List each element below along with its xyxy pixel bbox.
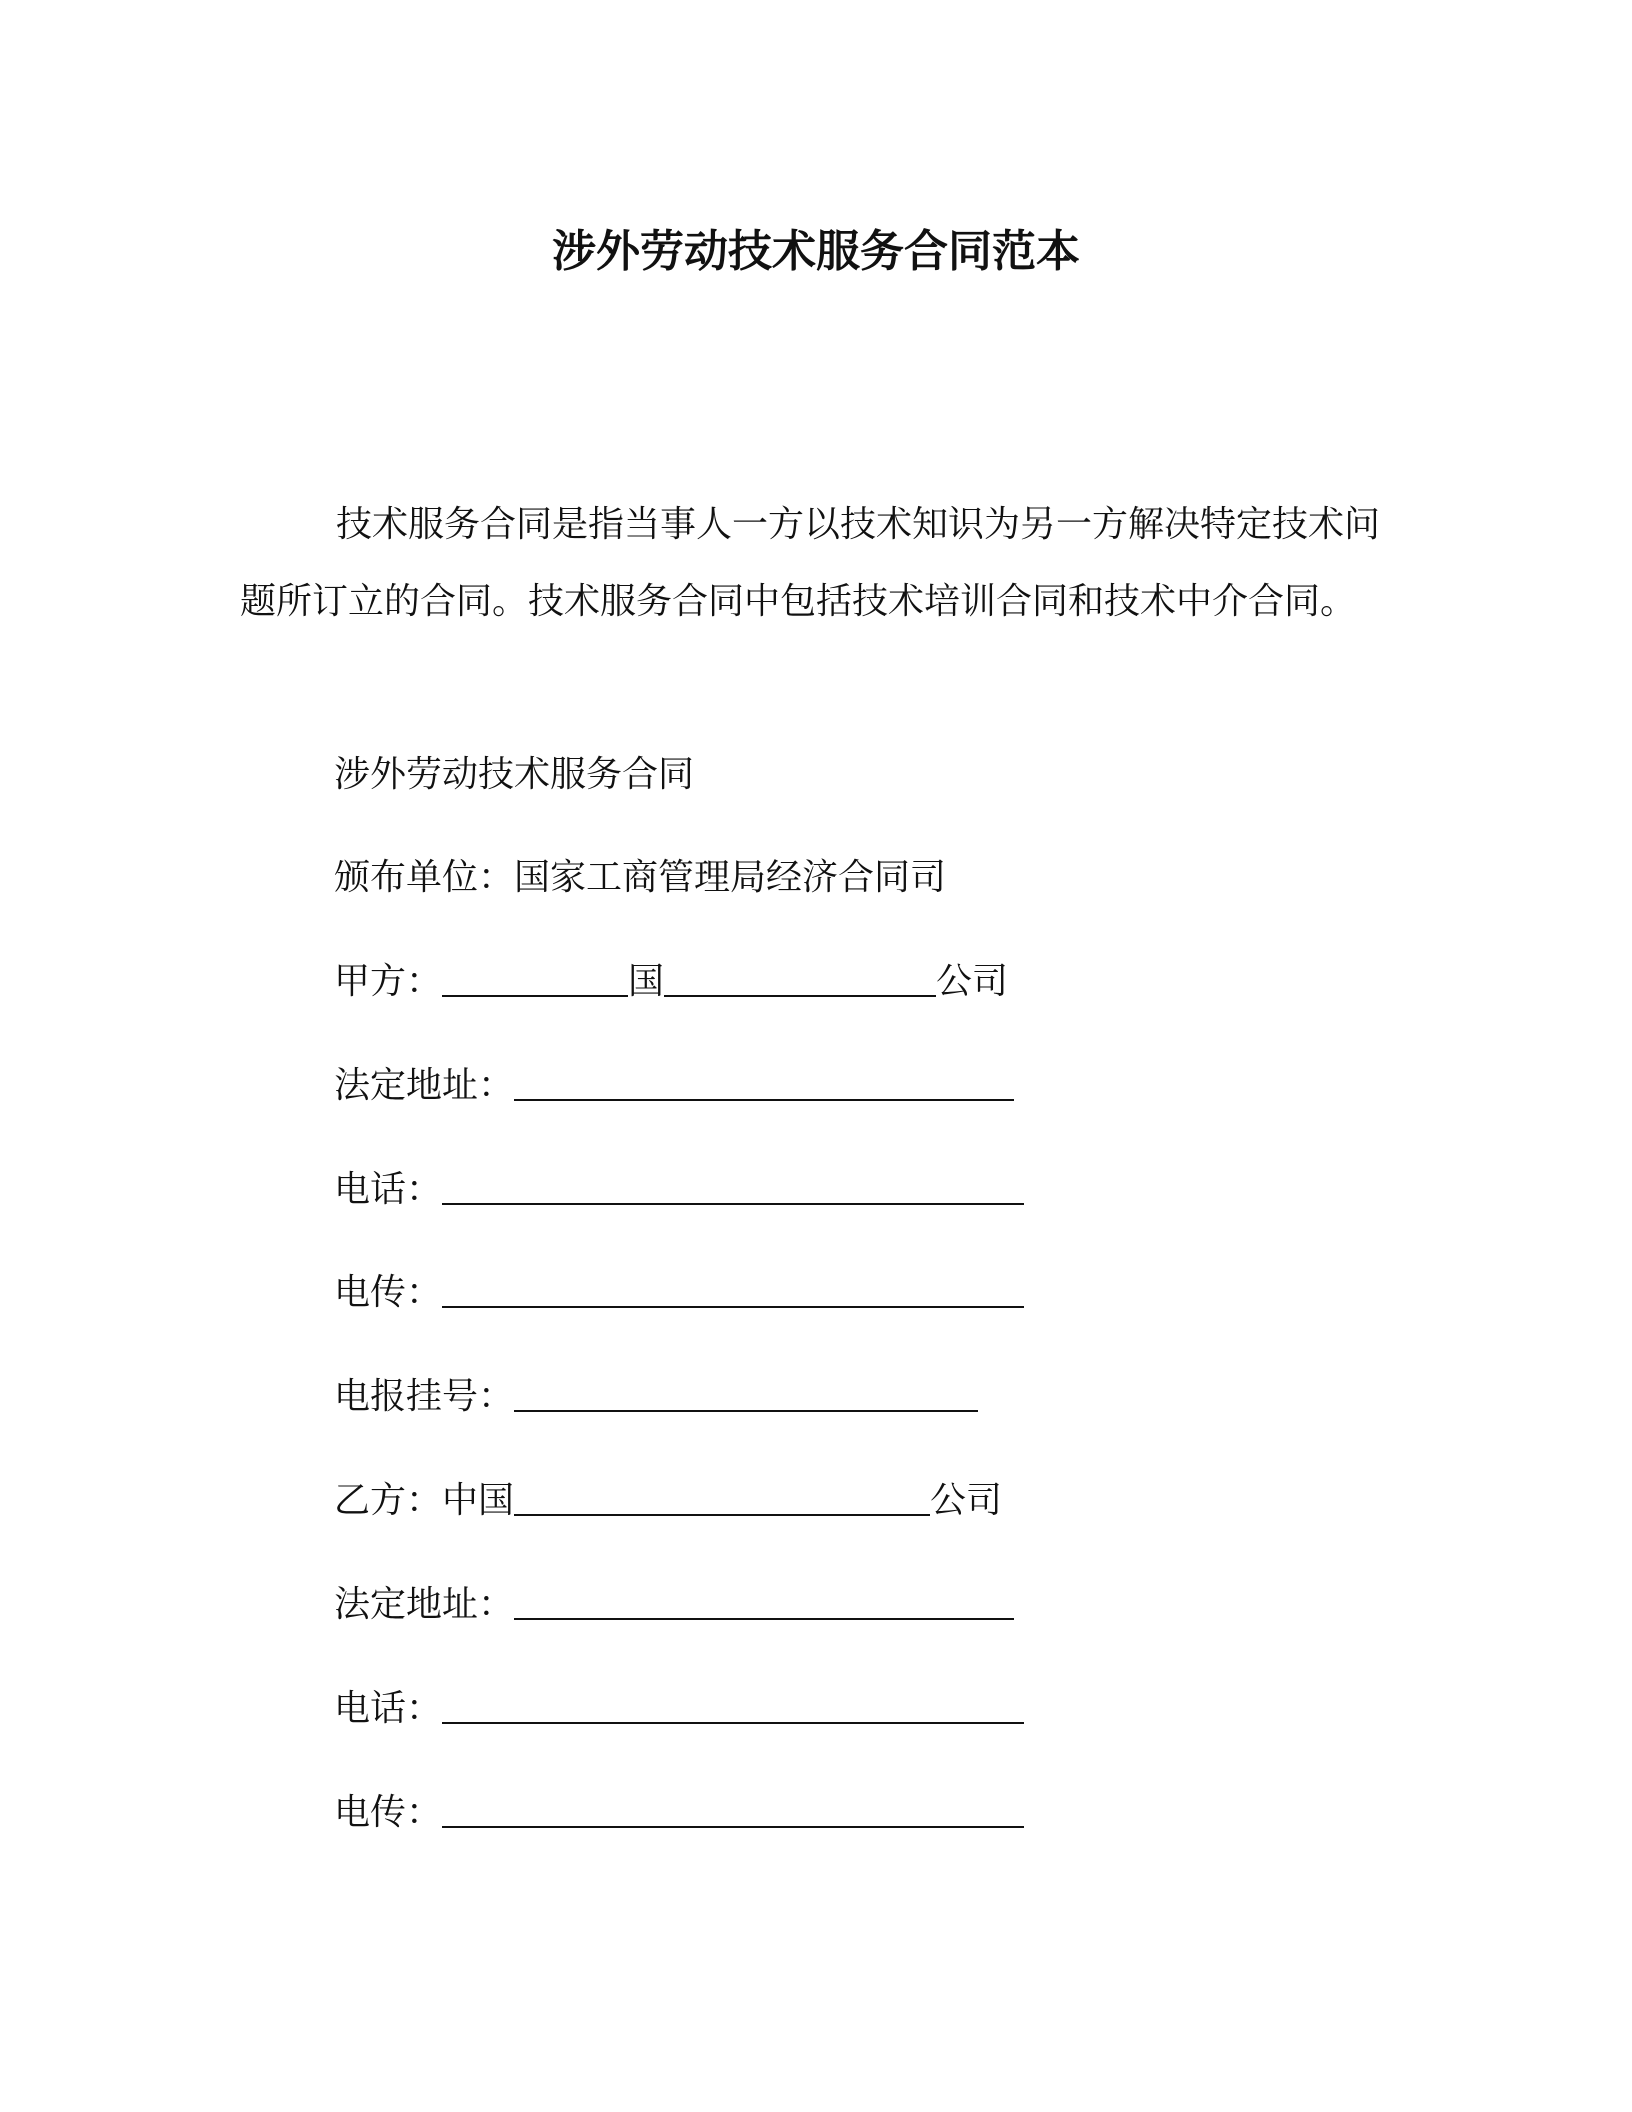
party-a-cable-label: 电报挂号： <box>334 1376 515 1417</box>
party-b-address-label: 法定地址： <box>334 1584 515 1625</box>
party-b-fax-line <box>334 1788 1024 1838</box>
party-b-address-blank[interactable] <box>514 1584 1014 1620</box>
party-b-line <box>334 1476 1002 1526</box>
party-a-address-label: 法定地址： <box>334 1065 515 1106</box>
party-a-cable-line <box>334 1372 978 1422</box>
party-a-cable-blank[interactable] <box>514 1376 978 1412</box>
issuer-line: 颁布单位：国家工商管理局经济合同司 <box>334 857 947 898</box>
party-a-fax-blank[interactable] <box>442 1272 1024 1308</box>
party-a-address-line <box>334 1061 1014 1111</box>
party-b-address-line <box>334 1580 1014 1630</box>
party-a-fax-line <box>334 1268 1024 1318</box>
party-b-phone-line <box>334 1684 1024 1734</box>
party-b-company-suffix: 公司 <box>930 1480 1003 1521</box>
party-b-fax-label: 电传： <box>334 1792 443 1833</box>
party-b-fax-blank[interactable] <box>442 1792 1024 1828</box>
contract-name: 涉外劳动技术服务合同 <box>334 754 695 795</box>
party-a-phone-label: 电话： <box>334 1169 443 1210</box>
party-b-company-blank[interactable] <box>514 1480 930 1516</box>
party-a-fax-label: 电传： <box>334 1272 443 1313</box>
party-b-phone-blank[interactable] <box>442 1688 1024 1724</box>
party-a-label: 甲方： <box>334 961 443 1002</box>
intro-paragraph: 技术服务合同是指当事人一方以技术知识为另一方解决特定技术问题所订立的合同。技术服务合同中包括技术培训合同和技术中介合同。 <box>240 504 1381 622</box>
party-a-phone-blank[interactable] <box>442 1169 1024 1205</box>
party-a-country-blank[interactable] <box>442 961 628 997</box>
document-title: 涉外劳动技术服务合同范本 <box>552 226 1080 277</box>
party-b-phone-label: 电话： <box>334 1688 443 1729</box>
party-a-phone-line <box>334 1165 1024 1215</box>
party-a-company-blank[interactable] <box>664 961 936 997</box>
party-a-country-suffix: 国 <box>628 961 665 1002</box>
party-a-line <box>334 957 1008 1007</box>
party-a-address-blank[interactable] <box>514 1065 1014 1101</box>
party-b-label: 乙方：中国 <box>334 1480 515 1521</box>
party-a-company-suffix: 公司 <box>936 961 1009 1002</box>
